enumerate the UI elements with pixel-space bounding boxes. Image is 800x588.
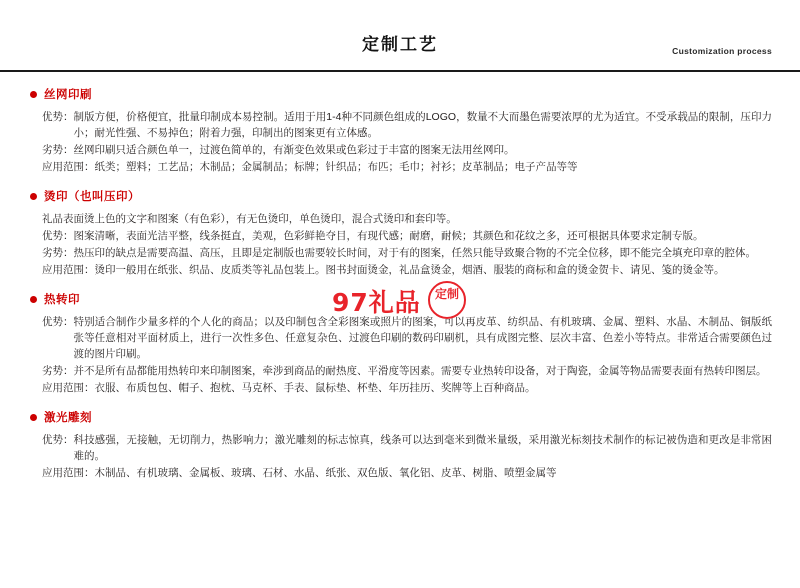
paragraph — [42, 465, 772, 481]
section-header — [28, 409, 772, 425]
section-laser-engraving — [28, 409, 772, 481]
section-title: 丝网印刷 — [44, 89, 92, 101]
paragraph-label: 应用范围： — [42, 467, 95, 479]
paragraph — [42, 142, 772, 158]
paragraph-label: 应用范围： — [42, 264, 95, 276]
paragraph-text: 并不是所有品都能用热转印来印制图案，牵涉到商品的耐热度、平滑度等因素。需要专业热转印设备，对于陶瓷，金属等物品需要表面有热转印图层。 — [73, 365, 767, 377]
section-body — [28, 211, 772, 278]
section-header — [28, 188, 772, 204]
paragraph — [42, 109, 772, 141]
bullet-icon — [30, 193, 37, 200]
section-body — [28, 109, 772, 175]
paragraph — [42, 363, 772, 379]
paragraph-text: 礼品表面烫上色的文字和图案（有色彩），有无色烫印，单色烫印，混合式烫印和套印等。 — [42, 213, 457, 225]
paragraph-text: 图案清晰，表面光洁平整，线条挺直，美观，色彩鲜艳夺目，有现代感；耐磨，耐候；其颜色和花纹之多，还可根据具体要求定制专版。 — [73, 230, 704, 242]
paragraph-text: 纸类；塑料；工艺品；木制品；金属制品；标牌；针织品；布匹；毛巾；衬衫；皮革制品；电子产品等等 — [94, 161, 578, 173]
paragraph-label: 应用范围： — [42, 382, 95, 394]
paragraph — [42, 432, 772, 464]
paragraph — [42, 262, 772, 278]
paragraph — [42, 228, 772, 244]
paragraph-label: 优势： — [42, 230, 74, 242]
paragraph-label: 优势： — [42, 111, 74, 123]
bullet-icon — [30, 91, 37, 98]
section-silk-screen-printing — [28, 86, 772, 175]
section-heat-transfer-printing — [28, 291, 772, 396]
page-title: 定制工艺 — [362, 35, 438, 54]
bullet-icon — [30, 414, 37, 421]
bullet-icon — [30, 296, 37, 303]
paragraph-text: 木制品、有机玻璃、金属板、玻璃、石材、水晶、纸张、双色版、氧化铝、皮革、树脂、喷塑金属等 — [94, 467, 557, 479]
page-subtitle: Customization process — [672, 46, 772, 56]
paragraph-text: 烫印一般用在纸张、织品、皮质类等礼品包装上。图书封面烫金，礼品盒烫金，烟酒、服装的商标和盒的烫金贺卡、请见、笺的烫金等。 — [94, 264, 725, 276]
section-title: 烫印（也叫压印） — [44, 191, 140, 203]
section-header — [28, 291, 772, 307]
section-title: 热转印 — [44, 294, 80, 306]
paragraph-label: 劣势： — [42, 365, 74, 377]
section-header — [28, 86, 772, 102]
paragraph-text: 特别适合制作少量多样的个人化的商品；以及印制包含全彩图案或照片的图案，可以再皮革、纺织品、有机玻璃、金属、塑料、水晶、木制品、铜版纸张等任意相对平面材质上，进行一次性多色、任意复杂色、过渡色印刷的数码印刷机，具有成图完整、层次丰富、色差小等特点。非常适合需要颜色过渡的图片印刷。 — [73, 316, 772, 360]
paragraph-text: 丝网印刷只适合颜色单一，过渡色简单的，有渐变色效果或色彩过于丰富的图案无法用丝网印。 — [73, 144, 515, 156]
section-title: 激光雕刻 — [44, 412, 92, 424]
paragraph-label: 优势： — [42, 434, 74, 446]
paragraph-label: 劣势： — [42, 144, 74, 156]
paragraph-text: 制版方便，价格便宜，批量印制成本易控制。适用于用1-4种不同颜色组成的LOGO，数量不大而墨色需要浓厚的尤为适宜。不受承载品的限制，压印力小；耐光性强、不易掉色；附着力强，印制出的图案更有立体感。 — [73, 111, 772, 139]
page-header — [28, 0, 772, 72]
paragraph-text: 热压印的缺点是需要高温、高压，且即是定制版也需要较长时间，对于有的图案，任然只能导致聚合物的不完全位移，即不能完全填充印章的腔体。 — [73, 247, 756, 259]
paragraph-text: 科技感强，无接触，无切削力，热影响力；激光雕刻的标志惊真，线条可以达到毫米到微米量级，采用激光标刻技术制作的标记被伪造和更改是非常困难的。 — [73, 434, 772, 462]
section-body — [28, 314, 772, 396]
watermark-text: 97礼品 — [332, 288, 421, 317]
header-divider — [0, 70, 800, 72]
section-hot-stamping — [28, 188, 772, 278]
paragraph-label: 优势： — [42, 316, 74, 328]
section-body — [28, 432, 772, 481]
watermark-stamp: 定制 — [428, 281, 466, 319]
paragraph — [42, 314, 772, 362]
paragraph — [42, 211, 772, 227]
paragraph — [42, 380, 772, 396]
paragraph-label: 应用范围： — [42, 161, 95, 173]
paragraph — [42, 245, 772, 261]
paragraph-text: 衣服、布质包包、帽子、抱枕、马克杯、手表、鼠标垫、杯垫、年历挂历、奖牌等上百种商品。 — [94, 382, 536, 394]
paragraph-label: 劣势： — [42, 247, 74, 259]
sections-container — [28, 72, 772, 481]
paragraph — [42, 159, 772, 175]
